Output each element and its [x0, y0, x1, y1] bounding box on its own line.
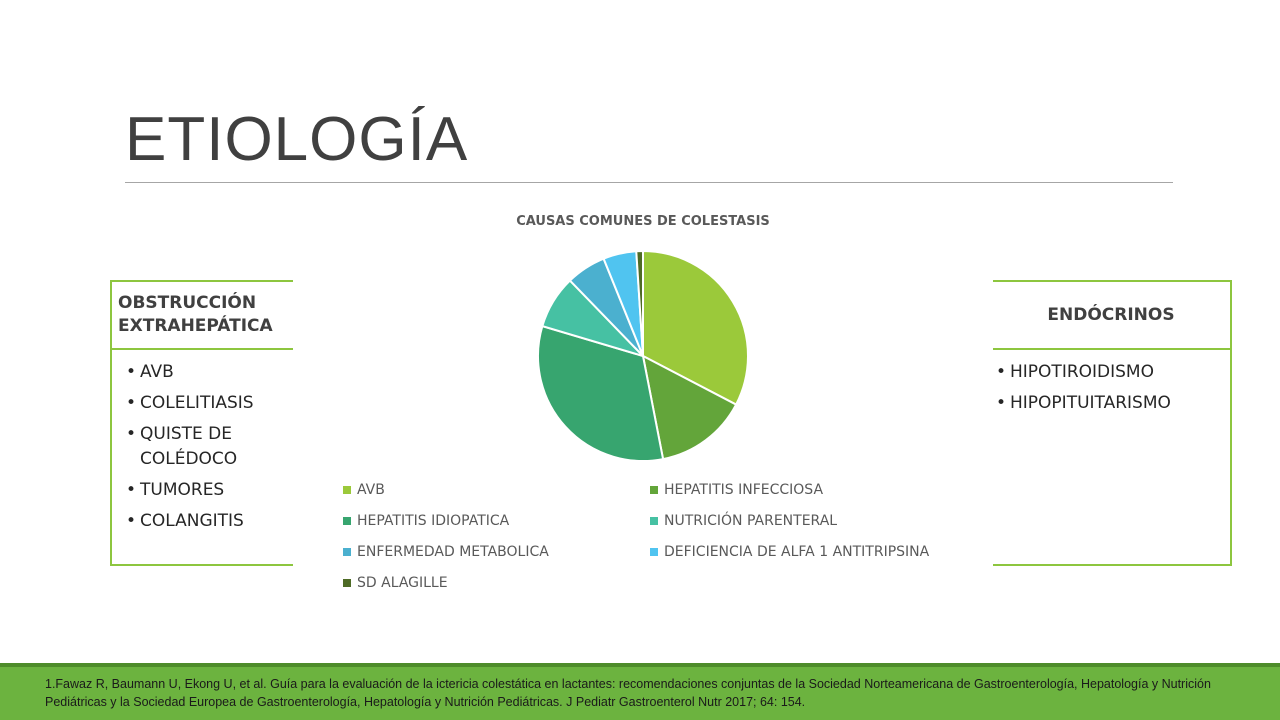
- bullet-icon: •: [126, 480, 137, 500]
- list-item: • COLELITIASIS: [126, 391, 296, 416]
- endocrine-header: ENDÓCRINOS: [992, 282, 1230, 350]
- obstruction-list: [126, 360, 296, 540]
- list-item: • QUISTE DE COLÉDOCO: [126, 424, 238, 469]
- endocrine-list: [996, 360, 1226, 422]
- legend-item: [343, 544, 549, 560]
- legend-swatch: [343, 486, 351, 494]
- legend-label: NUTRICIÓN PARENTERAL: [664, 513, 838, 529]
- legend-swatch: [343, 548, 351, 556]
- legend-item: [343, 575, 448, 591]
- list-item: • HIPOTIROIDISMO: [996, 360, 1226, 385]
- list-item: • COLANGITIS: [126, 509, 296, 534]
- legend-swatch: [343, 517, 351, 525]
- legend-item: [650, 544, 929, 560]
- list-item: • HIPOPITUITARISMO: [996, 391, 1226, 416]
- legend-swatch: [650, 548, 658, 556]
- pie-chart: [293, 200, 993, 610]
- title-divider: [125, 182, 1173, 183]
- legend-label: ENFERMEDAD METABOLICA: [357, 544, 549, 560]
- slide-title: ETIOLOGÍA: [125, 105, 469, 174]
- obstruction-box: [110, 280, 300, 566]
- legend-item: [650, 513, 837, 529]
- legend-item: [650, 482, 823, 498]
- footer-top-line: [0, 663, 1280, 667]
- legend-swatch: [343, 579, 351, 587]
- legend-label: HEPATITIS IDIOPATICA: [357, 513, 510, 529]
- endocrine-box: [992, 280, 1232, 566]
- bullet-icon: •: [996, 362, 1007, 382]
- citation: 1.Fawaz R, Baumann U, Ekong U, et al. Guía para la evaluación de la ictericia colestática en lactantes: recomendaciones conjuntas de la Sociedad Norteamericana de Gastroenterología, Hepatología y Nutrición Pediátricas y la Sociedad Europea de Gastroenterología, Hepatología y Nutrición Pediátricas. J Pediatr Gastroenterol Nutr 2017; 64: 154.: [45, 677, 1211, 709]
- legend-item: [343, 513, 509, 529]
- bullet-icon: •: [126, 393, 137, 413]
- chart-title: CAUSAS COMUNES DE COLESTASIS: [516, 214, 770, 229]
- bullet-icon: •: [126, 511, 137, 531]
- legend-label: DEFICIENCIA DE ALFA 1 ANTITRIPSINA: [664, 544, 930, 560]
- obstruction-header: OBSTRUCCIÓN EXTRAHEPÁTICA: [112, 282, 300, 350]
- bullet-icon: •: [126, 424, 137, 444]
- list-item: • AVB: [126, 360, 296, 385]
- list-item: • TUMORES: [126, 478, 296, 503]
- legend-swatch: [650, 517, 658, 525]
- legend-label: SD ALAGILLE: [357, 575, 448, 591]
- legend-label: HEPATITIS INFECCIOSA: [664, 482, 824, 498]
- legend-label: AVB: [357, 482, 385, 498]
- legend-swatch: [650, 486, 658, 494]
- bullet-icon: •: [996, 393, 1007, 413]
- legend-item: [343, 482, 385, 498]
- bullet-icon: •: [126, 362, 137, 382]
